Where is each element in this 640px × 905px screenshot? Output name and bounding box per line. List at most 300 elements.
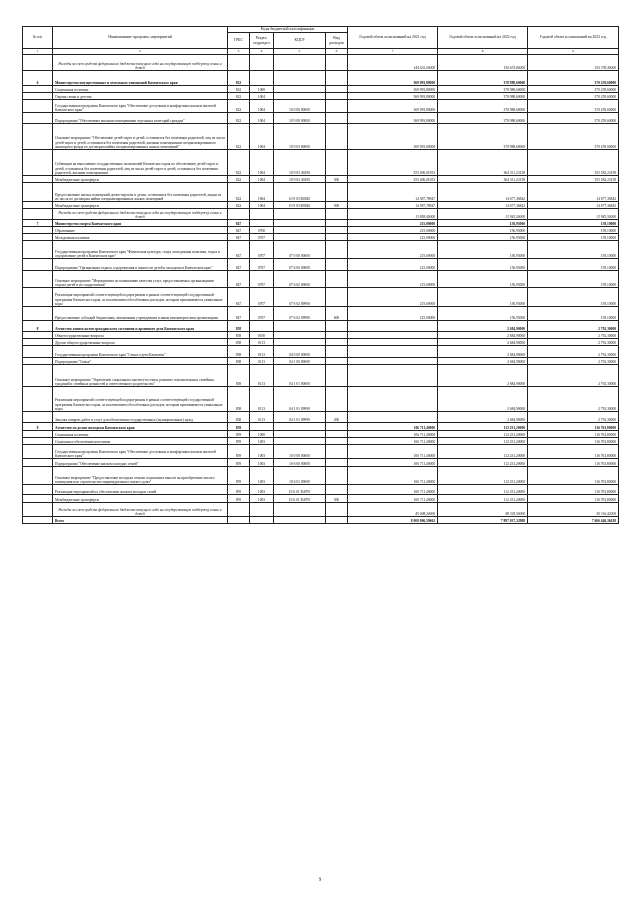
row-amount-2021: 215,00000 [348, 220, 438, 227]
row-razdel: 1003 [250, 459, 274, 467]
row-vid [326, 124, 348, 150]
table-row [23, 202, 619, 209]
row-amount-2022: 2 684,90000 [438, 321, 528, 332]
row-razdel [250, 55, 274, 71]
row-number: 6 [23, 71, 53, 86]
row-grbs: 858 [228, 412, 250, 423]
row-name: Межбюджетные трансферты [53, 202, 228, 209]
row-grbs: 859 [228, 423, 250, 431]
row-number [23, 358, 53, 365]
row-amount-2022: 112 231,20000 [438, 459, 528, 467]
row-vid [326, 358, 348, 365]
row-grbs: 859 [228, 495, 250, 503]
row-kcsr [274, 209, 326, 220]
table-row [23, 209, 619, 220]
table-row [23, 113, 619, 124]
row-number: 7 [23, 220, 53, 227]
row-grbs: 822 [228, 176, 250, 183]
row-number [23, 365, 53, 387]
row-amount-2022: 378 988,60000 [438, 113, 528, 124]
row-number: 9 [23, 423, 53, 431]
row-kcsr: 07 6 02 09990 [274, 307, 326, 321]
row-amount-2023: 159,10000 [528, 259, 619, 271]
row-kcsr: 04 1 01 00000 [274, 365, 326, 387]
row-kcsr: 10 6 00 00000 [274, 459, 326, 467]
row-amount-2022: 364 311,23158 [438, 176, 528, 183]
row-name: Расходы за счет средств федерального бюджета текущего года на государственную поддержку семьи и детей [53, 209, 228, 220]
row-amount-2021: 369 993,80000 [348, 93, 438, 100]
row-vid [326, 365, 348, 387]
row-amount-2022: 14 677,36842 [438, 183, 528, 202]
table-row [23, 517, 619, 524]
row-grbs: 847 [228, 241, 250, 259]
row-amount-2023: 370 259,60000 [528, 113, 619, 124]
row-vid [326, 86, 348, 93]
col-2021-header: Годовой объем ассигнований на 2021 год [348, 27, 438, 49]
row-amount-2022: 156,95000 [438, 271, 528, 288]
row-razdel: 1003 [250, 445, 274, 459]
row-number [23, 517, 53, 524]
row-kcsr [274, 339, 326, 346]
row-grbs: 858 [228, 346, 250, 358]
row-amount-2022: 13 943,50000 [438, 209, 528, 220]
row-kcsr [274, 321, 326, 332]
row-grbs: 858 [228, 387, 250, 412]
row-amount-2021: 369 993,80000 [348, 100, 438, 113]
row-number [23, 288, 53, 307]
row-number [23, 124, 53, 150]
row-name: Подпрограмма "Семья" [53, 358, 228, 365]
row-grbs: 847 [228, 234, 250, 241]
row-kcsr [274, 234, 326, 241]
row-number [23, 113, 53, 124]
row-razdel: 1000 [250, 86, 274, 93]
row-number [23, 387, 53, 412]
row-name: Предоставление жилых помещений детям-сиротам и детям, оставшимся без попечения родителей, лицам из их числа по договорам найма специализированных жилых помещений [53, 183, 228, 202]
row-amount-2021: 215,00000 [348, 271, 438, 288]
col-name-header: Наименование программ, мероприятий [53, 27, 228, 49]
row-number [23, 241, 53, 259]
row-kcsr [274, 227, 326, 234]
row-name: Государственная программа Камчатского края "Семья и дети Камчатки" [53, 346, 228, 358]
row-grbs: 858 [228, 332, 250, 339]
table-row [23, 485, 619, 495]
row-number [23, 202, 53, 209]
row-kcsr: 04 1 00 00000 [274, 358, 326, 365]
row-amount-2021: 144 632,00000 [348, 55, 438, 71]
row-razdel [250, 209, 274, 220]
row-name: Расходы за счет средств федерального бюджета текущего года на государственную поддержку семьи и детей [53, 503, 228, 517]
row-name: Подпрограмма "Обеспечение жилыми помещениями отдельных категорий граждан" [53, 113, 228, 124]
table-row [23, 332, 619, 339]
row-amount-2022: 156,95000 [438, 241, 528, 259]
row-amount-2021 [348, 365, 438, 387]
row-vid [326, 459, 348, 467]
row-name: Всего [53, 517, 228, 524]
col-vid-header: Вид расходов [326, 33, 348, 49]
row-amount-2022: 2 684,90000 [438, 358, 528, 365]
row-grbs: 859 [228, 485, 250, 495]
row-amount-2023: 2 792,30000 [528, 332, 619, 339]
row-amount-2023: 116 763,80000 [528, 431, 619, 438]
row-kcsr [274, 517, 326, 524]
row-razdel: 0700 [250, 227, 274, 234]
row-vid: 500 [326, 202, 348, 209]
row-amount-2022: 156,95000 [438, 234, 528, 241]
row-razdel: 1004 [250, 124, 274, 150]
row-number [23, 234, 53, 241]
col-number: 9 [528, 49, 619, 55]
row-vid [326, 113, 348, 124]
row-amount-2022: 378 988,60000 [438, 124, 528, 150]
row-number [23, 339, 53, 346]
table-row [23, 86, 619, 93]
row-amount-2022: 14 677,36842 [438, 202, 528, 209]
row-kcsr [274, 438, 326, 445]
row-amount-2021: 45 008,20000 [348, 503, 438, 517]
row-name: Основное мероприятие "Обеспечение детей-сирот и детей, оставшихся без попечения родителей, лиц из числа детей-сирот и детей, оставшихся без попечения родителей, жилыми помещениями специализированного жилищного фонда по договорам найма специализированных жилых помещений" [53, 124, 228, 150]
row-number [23, 150, 53, 176]
row-amount-2021: 106 711,40000 [348, 485, 438, 495]
row-number: 8 [23, 321, 53, 332]
row-amount-2022: 378 988,60000 [438, 93, 528, 100]
row-grbs: 822 [228, 71, 250, 86]
row-name: Социальное обеспечение населения [53, 438, 228, 445]
row-grbs: 847 [228, 220, 250, 227]
row-vid [326, 467, 348, 485]
row-razdel: 0707 [250, 259, 274, 271]
row-razdel: 0113 [250, 339, 274, 346]
row-grbs: 822 [228, 113, 250, 124]
row-name: Агентство по делам молодежи Камчатского края [53, 423, 228, 431]
row-grbs: 858 [228, 321, 250, 332]
table-row [23, 271, 619, 288]
row-razdel: 0113 [250, 346, 274, 358]
row-amount-2022: 2 684,90000 [438, 365, 528, 387]
table-row [23, 100, 619, 113]
row-grbs: 847 [228, 259, 250, 271]
row-amount-2021: 106 711,40000 [348, 423, 438, 431]
row-amount-2022: 364 311,23158 [438, 150, 528, 176]
row-vid [326, 220, 348, 227]
col-number: 6 [326, 49, 348, 55]
col-kcsr-header: КЦСР [274, 33, 326, 49]
row-razdel: 1003 [250, 438, 274, 445]
row-amount-2021 [348, 339, 438, 346]
row-razdel [250, 423, 274, 431]
row-razdel: 0707 [250, 241, 274, 259]
row-kcsr [274, 431, 326, 438]
row-amount-2022: 112 231,20000 [438, 445, 528, 459]
table-row [23, 459, 619, 467]
row-razdel: 1004 [250, 176, 274, 183]
row-grbs [228, 503, 250, 517]
table-row [23, 365, 619, 387]
table-row [23, 307, 619, 321]
row-amount-2023: 2 792,30000 [528, 412, 619, 423]
table-row [23, 423, 619, 431]
row-razdel: 1004 [250, 150, 274, 176]
row-amount-2021: 215,00000 [348, 288, 438, 307]
row-grbs: 847 [228, 288, 250, 307]
row-amount-2021: 13 858,40000 [348, 209, 438, 220]
table-row [23, 55, 619, 71]
row-amount-2021: 14 587,78947 [348, 202, 438, 209]
row-amount-2022: 2 684,90000 [438, 339, 528, 346]
row-amount-2023: 159,10000 [528, 220, 619, 227]
row-amount-2023: 14 677,36842 [528, 183, 619, 202]
row-grbs: 847 [228, 271, 250, 288]
row-amount-2021: 106 711,40000 [348, 495, 438, 503]
table-row [23, 412, 619, 423]
row-amount-2021: 369 993,80000 [348, 71, 438, 86]
row-amount-2023: 14 677,36842 [528, 202, 619, 209]
row-name: Молодежная политика [53, 234, 228, 241]
row-number [23, 93, 53, 100]
row-amount-2022: 2 684,90000 [438, 332, 528, 339]
row-razdel: 1004 [250, 202, 274, 209]
row-amount-2021: 215,00000 [348, 307, 438, 321]
row-vid [326, 241, 348, 259]
row-number [23, 183, 53, 202]
row-vid [326, 209, 348, 220]
row-amount-2021 [348, 346, 438, 358]
row-vid [326, 71, 348, 86]
row-kcsr: 10 6 01 00000 [274, 467, 326, 485]
row-number [23, 485, 53, 495]
row-name: Общегосударственные вопросы [53, 332, 228, 339]
row-razdel: 1000 [250, 431, 274, 438]
row-name: Образование [53, 227, 228, 234]
row-grbs: 822 [228, 202, 250, 209]
row-kcsr: 10 9 03 00000 [274, 124, 326, 150]
row-amount-2022: 112 231,20000 [438, 485, 528, 495]
row-number [23, 332, 53, 339]
row-amount-2023: 116 763,80000 [528, 438, 619, 445]
row-kcsr: 04 1 01 09990 [274, 412, 326, 423]
table-row [23, 438, 619, 445]
row-name: Основное мероприятие "Укрепление социального института семьи, развитие положительных семейных традиций и семейных ценностей и ответственного родительства" [53, 365, 228, 387]
row-amount-2021: 106 711,40000 [348, 445, 438, 459]
row-number [23, 307, 53, 321]
row-name: Государственная программа Камчатского края "Обеспечение доступным и комфортным жильем жителей Камчатского края" [53, 445, 228, 459]
page-number: 9 [318, 878, 322, 883]
table-row [23, 124, 619, 150]
row-number [23, 100, 53, 113]
row-amount-2023: 116 763,80000 [528, 485, 619, 495]
row-grbs: 847 [228, 227, 250, 234]
row-kcsr: 07 6 00 00000 [274, 259, 326, 271]
row-amount-2022: 156,95000 [438, 220, 528, 227]
col-number: 8 [438, 49, 528, 55]
row-kcsr: 10 6 01 R4970 [274, 495, 326, 503]
row-name: Министерство имущественных и земельных отношений Камчатского края [53, 71, 228, 86]
row-kcsr: 10 9 03 40290 [274, 176, 326, 183]
row-amount-2021: 106 711,40000 [348, 459, 438, 467]
row-amount-2022: 2 684,90000 [438, 412, 528, 423]
col-codes-group-header: Коды бюджетной классификации [228, 27, 348, 33]
table-row [23, 241, 619, 259]
row-vid [326, 227, 348, 234]
row-razdel: 1003 [250, 495, 274, 503]
col-number: 4 [250, 49, 274, 55]
row-amount-2023: 116 763,80000 [528, 495, 619, 503]
row-razdel [250, 503, 274, 517]
row-amount-2023: 116 763,80000 [528, 423, 619, 431]
row-amount-2022: 112 231,20000 [438, 495, 528, 503]
row-name: Министерство спорта Камчатского края [53, 220, 228, 227]
row-amount-2022: 2 684,90000 [438, 346, 528, 358]
row-razdel [250, 220, 274, 227]
row-grbs: 822 [228, 150, 250, 176]
row-kcsr: 10 0 00 00000 [274, 445, 326, 459]
row-razdel: 0113 [250, 365, 274, 387]
row-vid: 500 [326, 495, 348, 503]
row-amount-2023: 159,10000 [528, 241, 619, 259]
row-amount-2023: 116 763,80000 [528, 459, 619, 467]
col-razdel-header: Раздел, подраздел [250, 33, 274, 49]
budget-table [22, 26, 619, 524]
row-amount-2023: 370 259,60000 [528, 86, 619, 93]
row-vid [326, 234, 348, 241]
row-name: Закупка товаров, работ и услуг для обеспечения государственных (муниципальных) нужд [53, 412, 228, 423]
row-razdel: 1003 [250, 467, 274, 485]
row-razdel: 0707 [250, 234, 274, 241]
table-row [23, 339, 619, 346]
row-kcsr [274, 55, 326, 71]
row-vid: 500 [326, 176, 348, 183]
row-amount-2021: 369 993,80000 [348, 124, 438, 150]
row-amount-2021 [348, 387, 438, 412]
table-row [23, 93, 619, 100]
row-amount-2023: 159,10000 [528, 227, 619, 234]
row-vid [326, 288, 348, 307]
row-amount-2023: 116 763,80000 [528, 467, 619, 485]
table-row [23, 220, 619, 227]
row-amount-2021: 369 993,80000 [348, 113, 438, 124]
row-razdel: 0707 [250, 307, 274, 321]
row-amount-2021: 215,00000 [348, 234, 438, 241]
row-amount-2021: 355 406,01053 [348, 150, 438, 176]
row-number [23, 86, 53, 93]
row-kcsr: 07 0 00 00000 [274, 241, 326, 259]
row-vid [326, 423, 348, 431]
row-name: Межбюджетные трансферты [53, 176, 228, 183]
row-razdel: 0113 [250, 387, 274, 412]
row-kcsr [274, 71, 326, 86]
row-amount-2023: 13 943,50000 [528, 209, 619, 220]
row-razdel: 1004 [250, 100, 274, 113]
row-grbs: 847 [228, 307, 250, 321]
row-razdel: 1004 [250, 113, 274, 124]
row-amount-2022: 2 684,90000 [438, 387, 528, 412]
table-row [23, 227, 619, 234]
row-amount-2021: 8 069 006,59662 [348, 517, 438, 524]
row-vid [326, 150, 348, 176]
row-kcsr: 04 1 01 09990 [274, 387, 326, 412]
row-amount-2023: 2 792,30000 [528, 387, 619, 412]
table-row [23, 71, 619, 86]
row-name: Предоставление субсидий бюджетным, автономным учреждениям и иным некоммерческим организациям [53, 307, 228, 321]
row-amount-2022: 378 988,60000 [438, 86, 528, 93]
row-amount-2021: 355 406,01053 [348, 176, 438, 183]
row-grbs: 822 [228, 100, 250, 113]
row-amount-2023: 355 582,23158 [528, 176, 619, 183]
row-kcsr: 04 0 00 00000 [274, 346, 326, 358]
row-kcsr [274, 220, 326, 227]
row-amount-2022: 112 231,20000 [438, 431, 528, 438]
row-name: Социальная политика [53, 431, 228, 438]
row-amount-2022: 112 231,20000 [438, 423, 528, 431]
row-vid [326, 183, 348, 202]
table-row [23, 467, 619, 485]
row-amount-2022: 378 988,60000 [438, 100, 528, 113]
row-amount-2023: 370 259,60000 [528, 93, 619, 100]
row-grbs: 822 [228, 86, 250, 93]
row-name: Межбюджетные трансферты [53, 495, 228, 503]
col-2023-header: Годовой объем ассигнований на 2023 год [528, 27, 619, 49]
row-vid [326, 339, 348, 346]
col-2022-header: Годовой объем ассигнований на 2022 год [438, 27, 528, 49]
row-amount-2023: 159,10000 [528, 234, 619, 241]
row-vid [326, 93, 348, 100]
row-number [23, 438, 53, 445]
row-amount-2023: 159,10000 [528, 271, 619, 288]
row-number [23, 467, 53, 485]
row-amount-2021: 14 587,78947 [348, 183, 438, 202]
row-amount-2022: 156,95000 [438, 307, 528, 321]
row-amount-2021 [348, 412, 438, 423]
row-grbs: 859 [228, 431, 250, 438]
row-amount-2021 [348, 358, 438, 365]
row-vid [326, 431, 348, 438]
row-vid [326, 259, 348, 271]
row-number [23, 55, 53, 71]
table-row [23, 150, 619, 176]
row-name: Другие общегосударственные вопросы [53, 339, 228, 346]
row-razdel: 1004 [250, 183, 274, 202]
row-number [23, 259, 53, 271]
row-amount-2021: 215,00000 [348, 259, 438, 271]
row-razdel: 0100 [250, 332, 274, 339]
row-kcsr [274, 86, 326, 93]
table-row [23, 387, 619, 412]
row-vid [326, 485, 348, 495]
row-vid [326, 321, 348, 332]
row-kcsr: 10 9 03 R0820 [274, 202, 326, 209]
col-number: 1 [23, 49, 53, 55]
row-vid: 600 [326, 307, 348, 321]
row-amount-2021: 106 711,40000 [348, 467, 438, 485]
row-name: Государственная программа Камчатского края "Физическая культура, спорт, молодежная политика, отдых и оздоровление детей в Камчатском крае" [53, 241, 228, 259]
row-kcsr [274, 423, 326, 431]
row-razdel: 0707 [250, 271, 274, 288]
table-body [23, 55, 619, 524]
row-kcsr [274, 93, 326, 100]
row-razdel: 0113 [250, 358, 274, 365]
table-row [23, 176, 619, 183]
table-row [23, 259, 619, 271]
col-number: 5 [274, 49, 326, 55]
row-name: Основное мероприятие "Предоставление молодым семьям социальных выплат на приобретение жилого помещения или строительство индивидуального жилого дома" [53, 467, 228, 485]
row-name: Реализация мероприятий соответствующей подпрограммы в рамках соответствующей государственной программы Камчатского края, за исключением обособленных расходов, которым присваиваются уникальные коды [53, 387, 228, 412]
row-amount-2023: 116 763,80000 [528, 445, 619, 459]
row-name: Социальная политика [53, 86, 228, 93]
row-amount-2021: 106 711,40000 [348, 438, 438, 445]
row-amount-2021: 106 711,40000 [348, 431, 438, 438]
table-row [23, 288, 619, 307]
row-kcsr: 07 6 02 09990 [274, 288, 326, 307]
